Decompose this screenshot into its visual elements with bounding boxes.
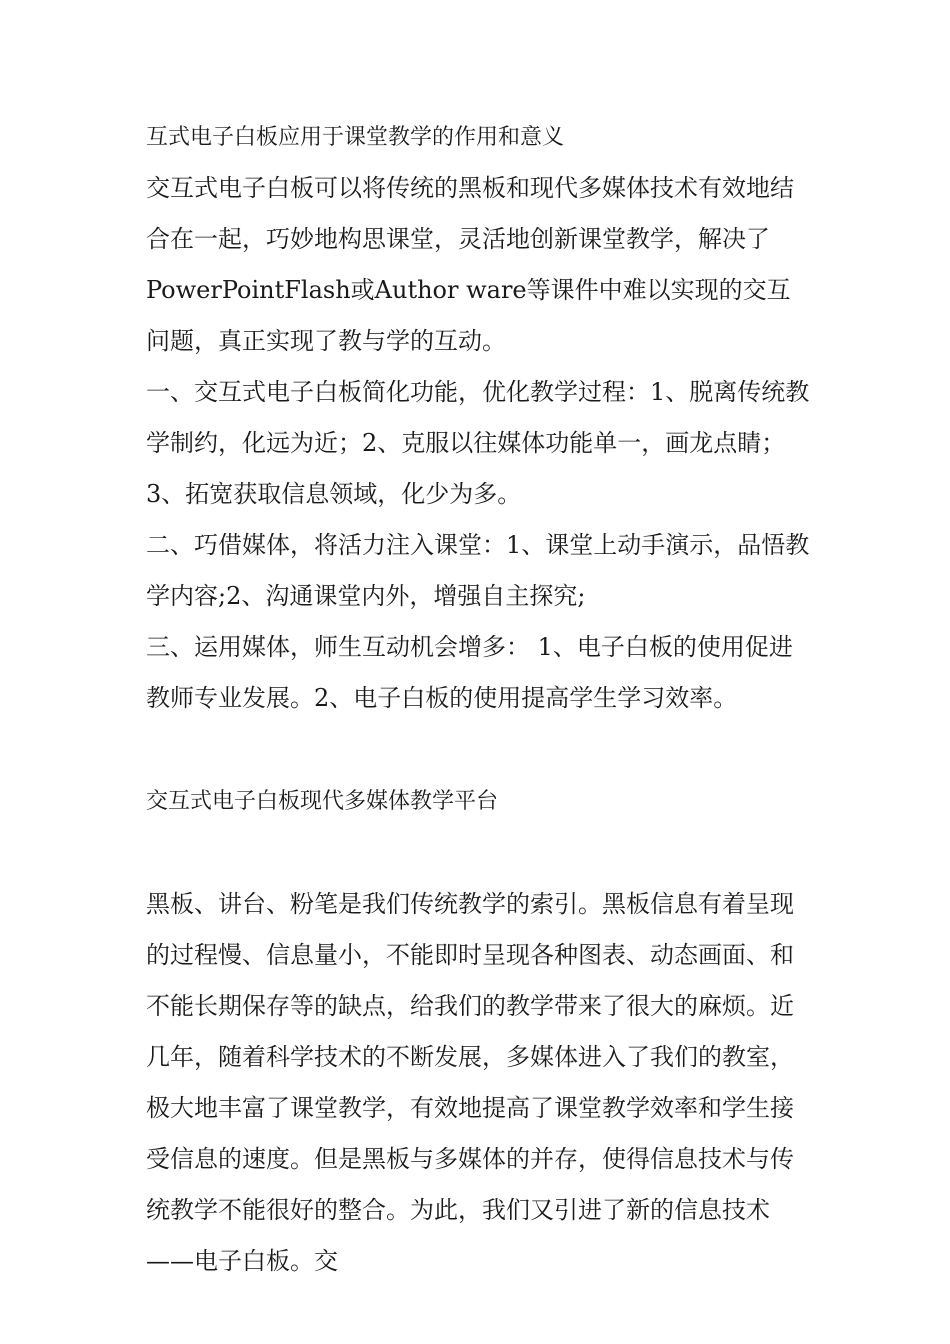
point-two-paragraph: 二、巧借媒体，将活力注入课堂：1、课堂上动手演示，品悟教学内容;2、沟通课堂内外，增强自主探究; — [146, 531, 810, 610]
paragraph-spacer — [146, 827, 810, 879]
document-title: 互式电子白板应用于课堂教学的作用和意义 — [146, 125, 565, 150]
point-three-paragraph: 三、运用媒体，师生互动机会增多： 1、电子白板的使用促进教师专业发展。2、电子白板的使用提高学生学习效率。 — [146, 633, 793, 712]
intro-paragraph: 交互式电子白板可以将传统的黑板和现代多媒体技术有效地结合在一起，巧妙地构思课堂，灵活地创新课堂教学，解决了PowerPointFlash或Author ware等课件中难以实现的交互问题，真正实现了教与学的互动。 — [146, 174, 794, 355]
point-one-paragraph: 一、交互式电子白板简化功能，优化教学过程：1、脱离传统教学制约，化远为近；2、克服以往媒体功能单一，画龙点睛；3、拓宽获取信息领域，化少为多。 — [146, 378, 810, 508]
document-body — [146, 112, 810, 1287]
paragraph-spacer — [146, 724, 810, 776]
body-paragraph: 黑板、讲台、粉笔是我们传统教学的索引。黑板信息有着呈现的过程慢、信息量小，不能即时呈现各种图表、动态画面、和不能长期保存等的缺点，给我们的教学带来了很大的麻烦。近几年，随着科学技术的不断发展，多媒体进入了我们的教室，极大地丰富了课堂教学，有效地提高了课堂教学效率和学生接受信息的速度。但是黑板与多媒体的并存，使得信息技术与传统教学不能很好的整合。为此，我们又引进了新的信息技术——电子白板。交 — [146, 890, 794, 1275]
section-title: 交互式电子白板现代多媒体教学平台 — [146, 789, 499, 814]
